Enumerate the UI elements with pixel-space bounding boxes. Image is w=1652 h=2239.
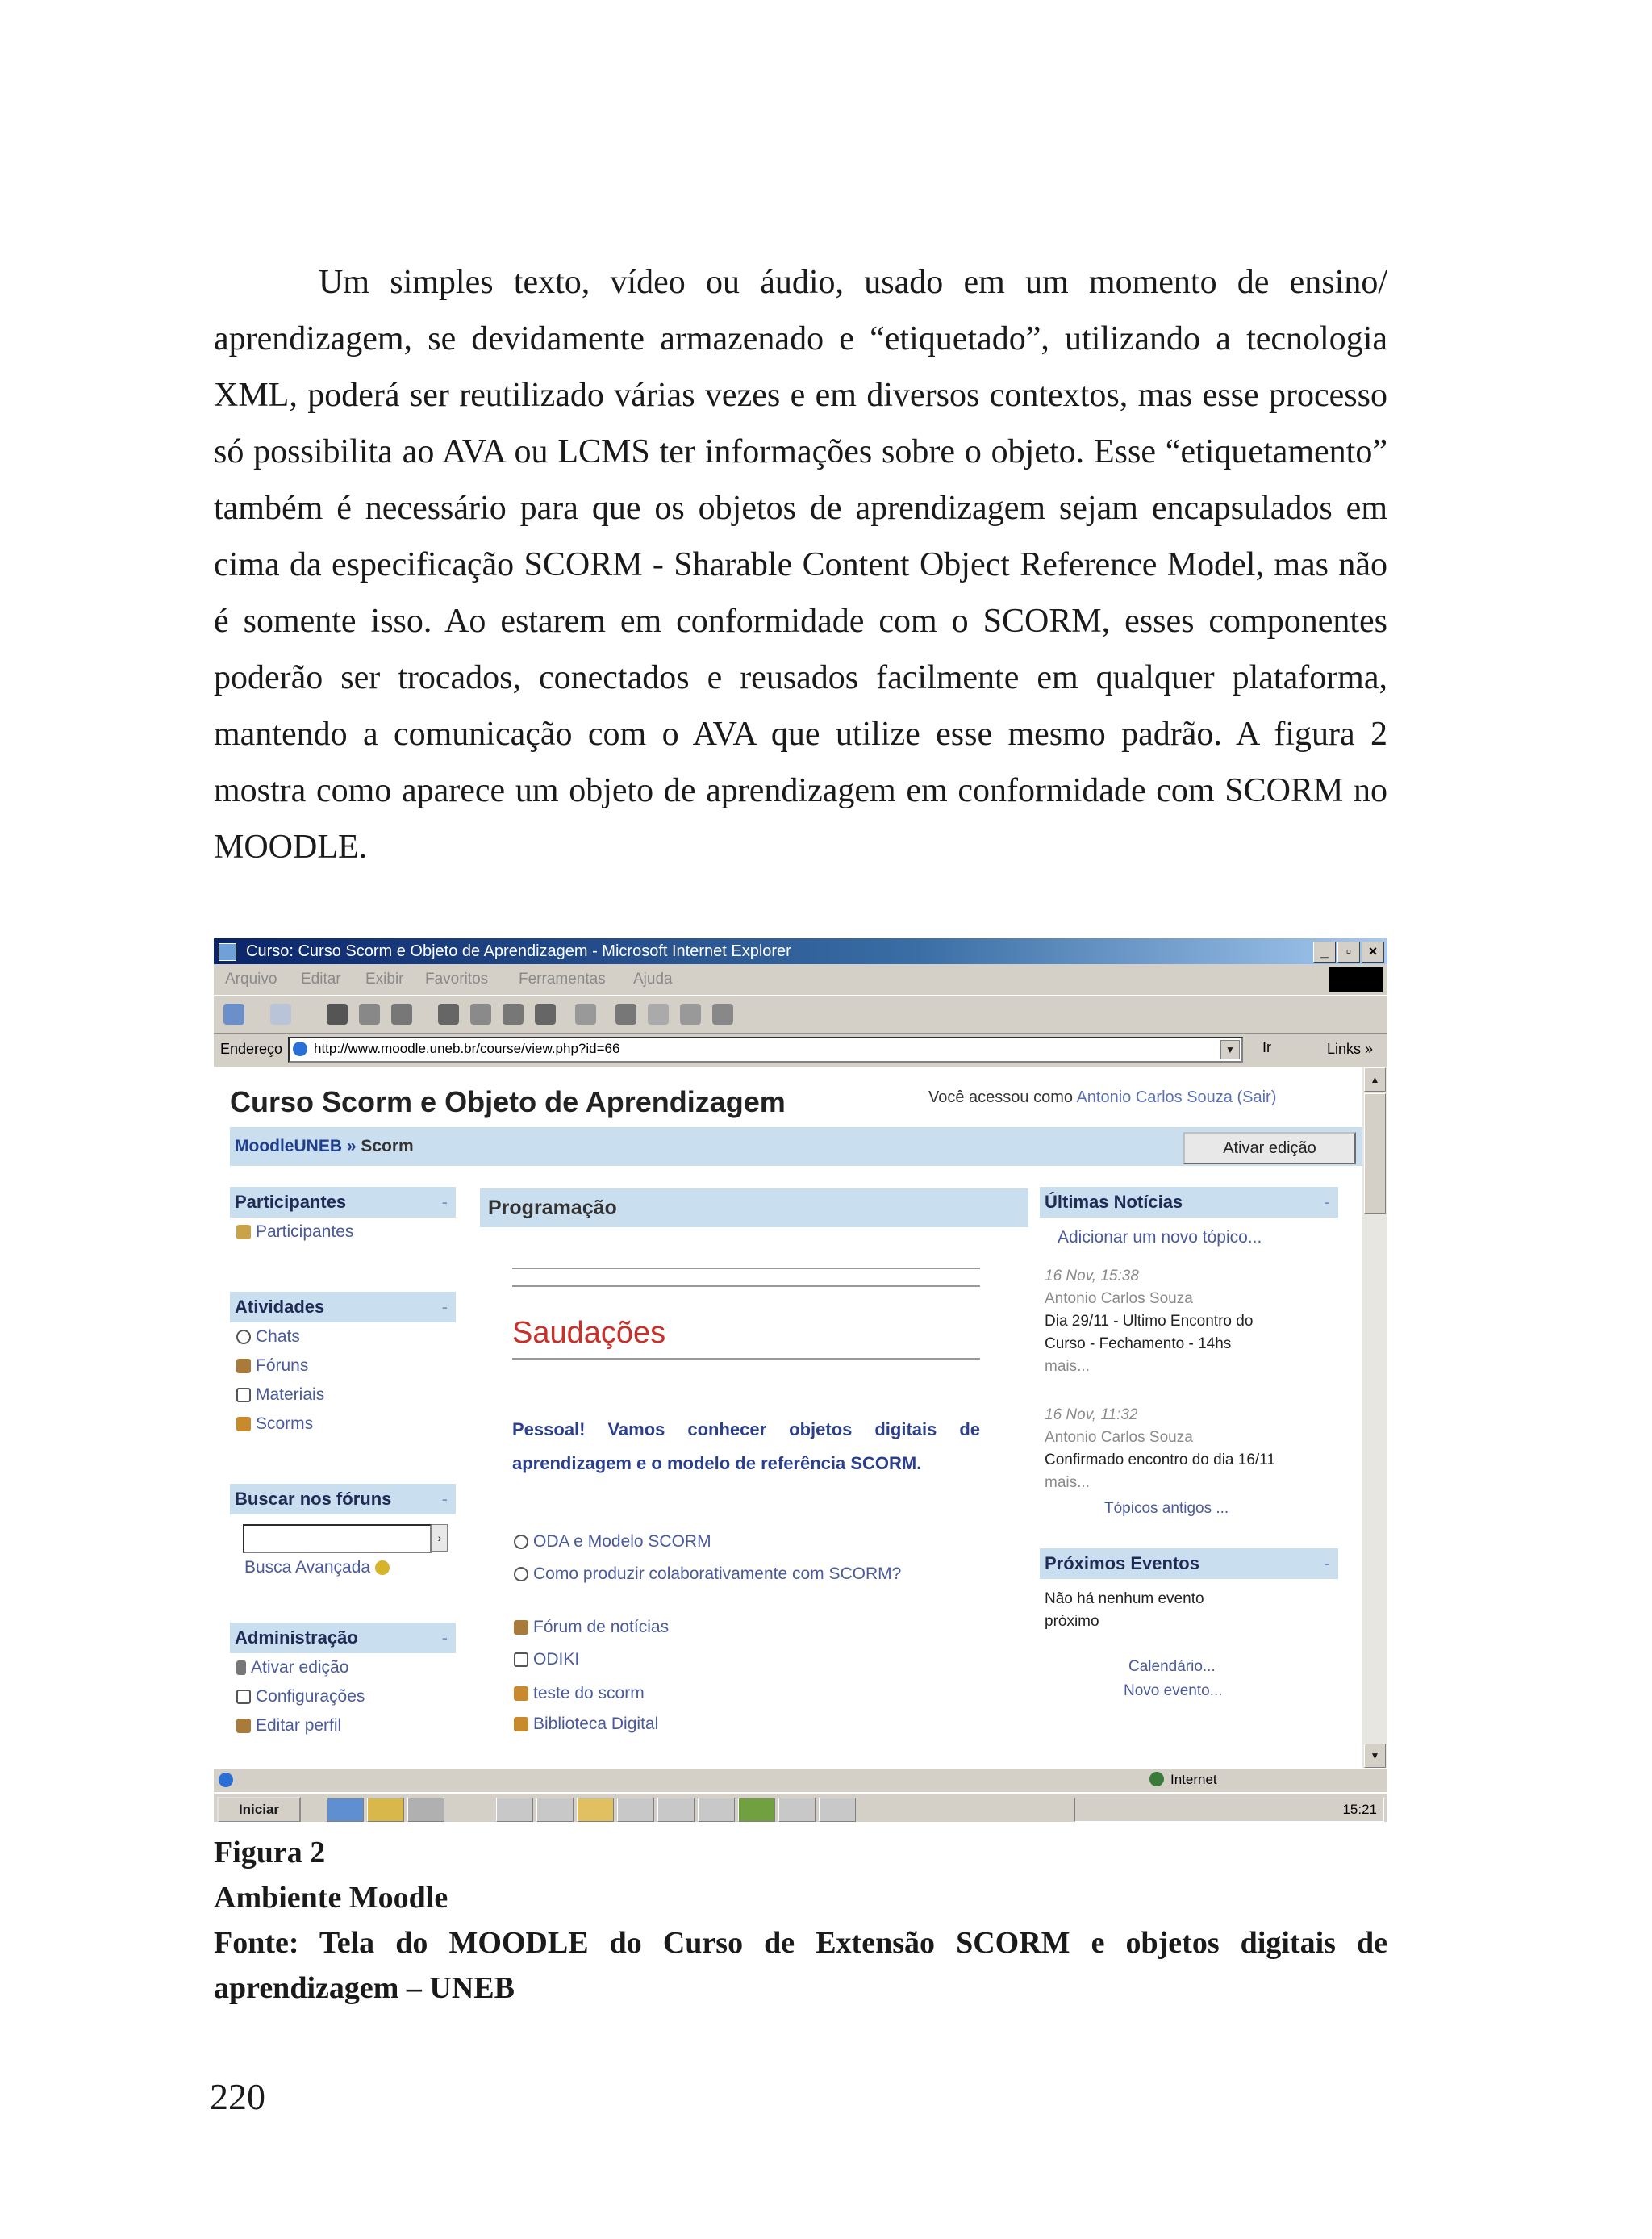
windows-taskbar xyxy=(214,1792,1387,1822)
zone-text: Internet xyxy=(1170,1772,1217,1787)
taskbar-app[interactable] xyxy=(617,1798,654,1822)
page-icon xyxy=(293,1042,307,1056)
windows-logo-icon xyxy=(1329,967,1383,992)
back-icon[interactable] xyxy=(223,1004,244,1025)
resource-link[interactable]: Biblioteca Digital xyxy=(514,1715,658,1734)
moodle-page xyxy=(214,1067,1362,1768)
refresh-icon[interactable] xyxy=(359,1004,380,1025)
figure-caption xyxy=(214,1830,1387,2011)
forward-icon[interactable] xyxy=(270,1004,291,1025)
forums-link[interactable]: Fóruns xyxy=(230,1351,456,1381)
news-header: Últimas Notícias - xyxy=(1040,1187,1338,1218)
forum-icon xyxy=(514,1620,528,1635)
search-icon[interactable] xyxy=(438,1004,459,1025)
vertical-scrollbar[interactable] xyxy=(1362,1067,1387,1768)
url-text: http://www.moodle.uneb.br/course/view.php?id=66 xyxy=(314,1041,620,1056)
minimize-button[interactable]: _ xyxy=(1313,942,1336,963)
caption-source: Fonte: Tela do MOODLE do Curso de Extensão SCORM e objetos digitais de aprendizagem – UNEB xyxy=(214,1926,1387,2005)
center-column xyxy=(480,1188,1028,1768)
news-author: Antonio Carlos Souza xyxy=(1045,1429,1193,1446)
menu-bar xyxy=(214,964,1387,993)
calendar-link[interactable]: Calendário... xyxy=(1128,1658,1216,1675)
window-title: Curso: Curso Scorm e Objeto de Aprendizagem - Microsoft Internet Explorer xyxy=(246,942,791,960)
news-more-link[interactable]: mais... xyxy=(1045,1358,1090,1375)
forum-search-input[interactable] xyxy=(243,1524,442,1553)
status-bar xyxy=(214,1768,1387,1793)
users-icon xyxy=(236,1225,251,1239)
taskbar-app[interactable] xyxy=(778,1798,816,1822)
edit-profile-link[interactable]: Editar perfil xyxy=(230,1711,456,1740)
start-button[interactable]: Iniciar xyxy=(217,1797,301,1822)
favorites-icon[interactable] xyxy=(470,1004,491,1025)
page-icon xyxy=(219,1773,233,1787)
quicklaunch-desktop-icon[interactable] xyxy=(407,1798,444,1822)
welcome-message: Pessoal! Vamos conhecer objetos digitais de aprendizagem e o modelo de referência SCORM. xyxy=(512,1419,980,1473)
block-header: Buscar nos fóruns - xyxy=(230,1484,456,1514)
address-label: Endereço xyxy=(220,1041,283,1057)
block-header: Participantes - xyxy=(230,1187,456,1218)
package-icon xyxy=(514,1717,528,1731)
go-button[interactable]: Ir xyxy=(1262,1039,1271,1055)
quicklaunch-folder-icon[interactable] xyxy=(367,1798,404,1822)
news-author: Antonio Carlos Souza xyxy=(1045,1290,1193,1307)
menu-exibir[interactable]: Exibir xyxy=(365,971,404,988)
caption-title: Ambiente Moodle xyxy=(214,1881,448,1915)
browser-toolbar xyxy=(214,995,1387,1034)
mail-icon[interactable] xyxy=(575,1004,596,1025)
package-icon xyxy=(514,1686,528,1701)
links-button[interactable]: Links » xyxy=(1327,1041,1374,1057)
close-button[interactable]: × xyxy=(1362,942,1384,963)
logout-link[interactable]: (Sair) xyxy=(1237,1088,1277,1106)
menu-favoritos[interactable]: Favoritos xyxy=(425,971,489,988)
scorms-link[interactable]: Scorms xyxy=(230,1410,456,1439)
events-block xyxy=(1040,1548,1338,1579)
menu-editar[interactable]: Editar xyxy=(301,971,341,988)
address-input[interactable] xyxy=(288,1037,1243,1063)
news-text: Confirmado encontro do dia 16/11 xyxy=(1045,1452,1275,1468)
resource-link[interactable]: Fórum de notícias xyxy=(514,1618,669,1637)
enable-edit-link[interactable]: Ativar edição xyxy=(230,1653,456,1682)
resource-link[interactable]: ODA e Modelo SCORM xyxy=(514,1532,711,1552)
discuss-icon[interactable] xyxy=(680,1004,701,1025)
block-header: Atividades - xyxy=(230,1292,456,1322)
menu-ferramentas[interactable]: Ferramentas xyxy=(519,971,606,988)
resource-link[interactable]: Como produzir colaborativamente com SCORM? xyxy=(514,1564,966,1584)
login-prefix: Você acessou como xyxy=(928,1088,1073,1106)
search-forums-block xyxy=(230,1484,456,1582)
home-icon[interactable] xyxy=(391,1004,412,1025)
administration-block xyxy=(230,1623,456,1740)
globe-icon xyxy=(1149,1772,1164,1786)
schedule-header: Programação xyxy=(480,1188,1028,1227)
greeting-heading: Saudações xyxy=(512,1316,666,1350)
forum-icon xyxy=(236,1359,251,1373)
right-column xyxy=(1040,1187,1338,1699)
news-more-link[interactable]: mais... xyxy=(1045,1474,1090,1491)
divider xyxy=(512,1268,980,1269)
block-header: Administração - xyxy=(230,1623,456,1653)
resource-link[interactable]: teste do scorm xyxy=(514,1684,645,1703)
address-bar xyxy=(214,1034,1387,1064)
scroll-up-icon[interactable]: ▲ xyxy=(1364,1067,1386,1092)
course-title: Curso Scorm e Objeto de Aprendizagem xyxy=(230,1085,786,1118)
edit-icon[interactable] xyxy=(648,1004,669,1025)
add-topic-link[interactable]: Adicionar um novo tópico... xyxy=(1058,1228,1262,1247)
browser-title-bar xyxy=(214,938,1387,964)
menu-arquivo[interactable]: Arquivo xyxy=(225,971,277,988)
materials-link[interactable]: Materiais xyxy=(230,1381,456,1410)
print-icon[interactable] xyxy=(615,1004,636,1025)
taskbar-app[interactable] xyxy=(819,1798,856,1822)
taskbar-app[interactable] xyxy=(496,1798,533,1822)
chat-icon xyxy=(514,1535,528,1549)
page-number: 220 xyxy=(210,2076,265,2117)
chevron-down-icon[interactable]: ▼ xyxy=(1220,1040,1240,1059)
scroll-thumb[interactable] xyxy=(1364,1093,1386,1214)
maximize-button[interactable]: ▫ xyxy=(1337,942,1360,963)
breadcrumb-root[interactable]: MoodleUNEB xyxy=(235,1137,342,1155)
activities-block xyxy=(230,1292,456,1439)
events-header: Próximos Eventos - xyxy=(1040,1548,1338,1579)
clock: 15:21 xyxy=(1342,1802,1377,1817)
taskbar-app[interactable] xyxy=(738,1798,775,1822)
chats-link[interactable]: Chats xyxy=(230,1322,456,1351)
news-text: Dia 29/11 - Ultimo Encontro do xyxy=(1045,1313,1254,1330)
user-link[interactable]: Antonio Carlos Souza xyxy=(1076,1088,1233,1106)
quicklaunch-ie-icon[interactable] xyxy=(327,1798,364,1822)
settings-link[interactable]: Configurações xyxy=(230,1682,456,1711)
menu-ajuda[interactable]: Ajuda xyxy=(633,971,673,988)
ie-logo-icon xyxy=(219,943,236,961)
advanced-search-link[interactable]: Busca Avançada xyxy=(230,1553,456,1582)
divider xyxy=(512,1358,980,1360)
help-icon xyxy=(375,1560,390,1575)
pencil-icon xyxy=(236,1660,246,1675)
resource-link[interactable]: ODIKI xyxy=(514,1650,579,1669)
chat-icon xyxy=(514,1567,528,1581)
navigation-bar xyxy=(230,1127,1362,1166)
search-submit-button[interactable]: › xyxy=(432,1524,448,1552)
caption-figure-number: Figura 2 xyxy=(214,1836,326,1869)
body-text xyxy=(214,254,1387,875)
package-icon xyxy=(236,1417,251,1431)
breadcrumb-separator: » xyxy=(346,1137,357,1155)
breadcrumb xyxy=(235,1137,414,1156)
system-tray xyxy=(1074,1798,1384,1822)
no-events-text: próximo xyxy=(1045,1613,1099,1630)
scroll-down-icon[interactable]: ▼ xyxy=(1364,1744,1386,1768)
news-date: 16 Nov, 11:32 xyxy=(1045,1406,1138,1423)
document-icon xyxy=(514,1652,528,1667)
old-topics-link[interactable]: Tópicos antigos ... xyxy=(1104,1500,1229,1517)
stop-icon[interactable] xyxy=(327,1004,348,1025)
breadcrumb-current: Scorm xyxy=(361,1137,414,1155)
taskbar-app[interactable] xyxy=(657,1798,695,1822)
participants-block xyxy=(230,1187,456,1247)
media-icon[interactable] xyxy=(535,1004,556,1025)
history-icon[interactable] xyxy=(503,1004,524,1025)
window-controls xyxy=(1313,942,1384,963)
document-icon xyxy=(236,1388,251,1402)
new-event-link[interactable]: Novo evento... xyxy=(1124,1682,1223,1699)
settings-icon xyxy=(236,1690,251,1704)
body-paragraph: Um simples texto, vídeo ou áudio, usado em um momento de ensino/ aprendizagem, se devidamente armazenado e “etiquetado”, utilizando a tecnologia XML, poderá ser reutilizado várias vezes e em diversos contextos, mas esse processo só possibilita ao AVA ou LCMS ter informações sobre o objeto. Esse “etiquetamento” também é necessário para que os objetos de aprendizagem sejam encapsulados em cima da especificação SCORM - Sharable Content Object Reference Model, mas não é somente isso. Ao estarem em conformidade com o SCORM, esses componentes poderão ser trocados, conectados e reusados facilmente em qualquer plataforma, mantendo a comunicação com o AVA que utilize esse mesmo padrão. A figura 2 mostra como aparece um objeto de aprendizagem em conformidade com SCORM no MOODLE. xyxy=(214,264,1387,866)
chat-icon xyxy=(236,1330,251,1344)
taskbar-app[interactable] xyxy=(536,1798,574,1822)
no-events-text: Não há nenhum evento xyxy=(1045,1590,1204,1607)
profile-icon xyxy=(236,1719,251,1733)
taskbar-app[interactable] xyxy=(577,1798,614,1822)
news-text: Curso - Fechamento - 14hs xyxy=(1045,1335,1232,1352)
news-date: 16 Nov, 15:38 xyxy=(1045,1268,1139,1285)
login-info xyxy=(928,1088,1276,1107)
messenger-icon[interactable] xyxy=(712,1004,733,1025)
divider xyxy=(512,1285,980,1287)
schedule-body xyxy=(480,1227,1028,1768)
participants-link[interactable]: Participantes xyxy=(230,1218,456,1247)
enable-edit-button[interactable]: Ativar edição xyxy=(1183,1132,1356,1164)
figure-screenshot xyxy=(214,938,1387,1822)
taskbar-app[interactable] xyxy=(698,1798,735,1822)
